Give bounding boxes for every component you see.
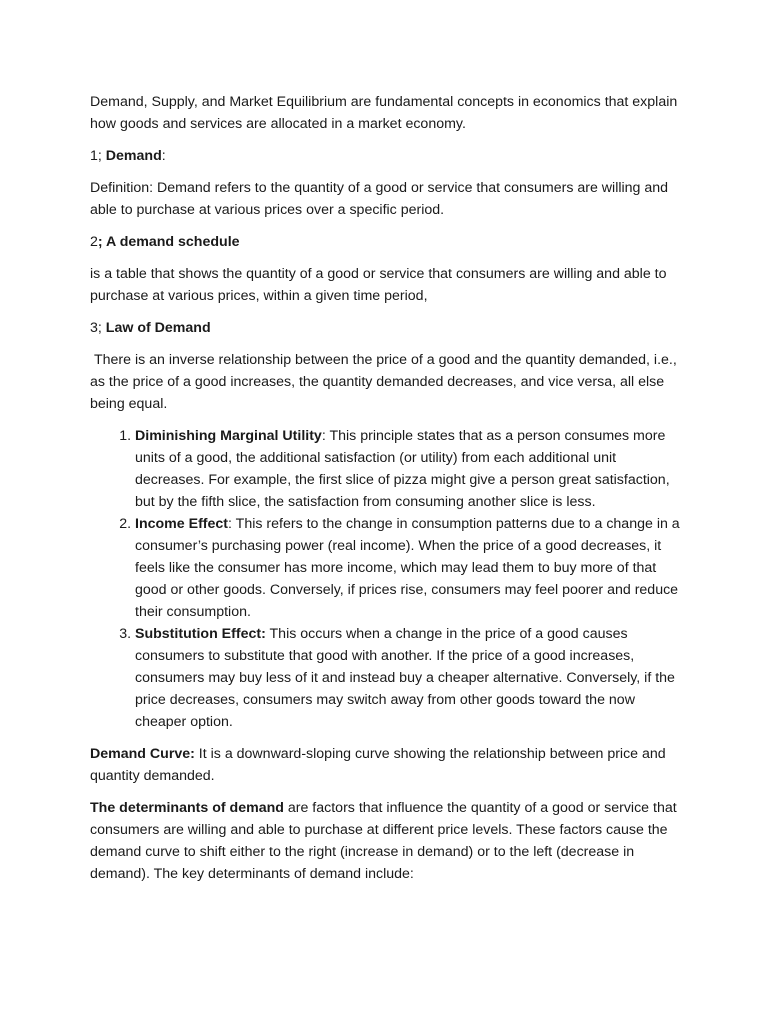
list-item-term: Income Effect [135,516,229,532]
list-item-term: Substitution Effect: [135,626,266,642]
list-item [135,513,682,623]
demand-definition: Definition: Demand refers to the quantity of a good or service that consumers are willing and able to purchase at various prices over a specific period. [90,180,669,218]
heading-title: ; A demand schedule [97,234,240,250]
heading-number: 2 [90,234,98,250]
intro-paragraph: Demand, Supply, and Market Equilibrium are fundamental concepts in economics that explain how goods and services are allocated in a market economy. [90,94,678,132]
determinants-paragraph [90,797,682,885]
list-item-term: Diminishing Marginal Utility [135,428,322,444]
heading-title: Demand [105,148,162,164]
list-item-text: : This principle states that as a person consumes more units of a good, the additional satisfaction (or utility) from each additional unit decreases. For example, the first slice of pizza might give a person great satisfaction, but by the fifth slice, the satisfaction from consuming another slice is less. [135,428,670,510]
demand-curve-paragraph [90,743,682,787]
demand-curve-text: It is a downward-sloping curve showing the relationship between price and quantity demanded. [90,746,666,784]
list-item [135,623,682,733]
heading-number: 1; [90,148,106,164]
list-item [135,425,682,513]
heading-suffix: : [161,148,166,164]
list-item-text: This occurs when a change in the price of a good causes consumers to substitute that good with another. If the price of a good increases, consumers may buy less of it and instead buy a cheaper alternative. Conversely, if the price decreases, consumers may switch away from other goods toward the now cheaper option. [135,626,675,730]
heading-demand [90,145,682,167]
demand-schedule-text: is a table that shows the quantity of a good or service that consumers are willing and able to purchase at various prices, within a given time period, [90,266,667,304]
demand-curve-term: Demand Curve: [90,746,195,762]
heading-law-of-demand [90,317,682,339]
heading-number: 3; [90,320,106,336]
reasons-list [90,425,682,733]
list-item-text: : This refers to the change in consumption patterns due to a change in a consumer’s purchasing power (real income). When the price of a good decreases, it feels like the consumer has more income, which may lead them to buy more of that good or other goods. Conversely, if prices rise, consumers may feel poorer and reduce their consumption. [135,516,680,620]
heading-demand-schedule [90,231,682,253]
heading-title: Law of Demand [105,320,211,336]
determinants-term: The determinants of demand [90,800,284,816]
determinants-text: are factors that influence the quantity of a good or service that consumers are willing and able to purchase at different price levels. These factors cause the demand curve to shift either to the right (increase in demand) or to the left (decrease in demand). The key determinants of demand include: [90,800,677,882]
document-body [90,91,682,895]
law-of-demand-text: There is an inverse relationship between the price of a good and the quantity demanded, i.e., as the price of a good increases, the quantity demanded decreases, and vice versa, all else being equal. [90,352,681,412]
